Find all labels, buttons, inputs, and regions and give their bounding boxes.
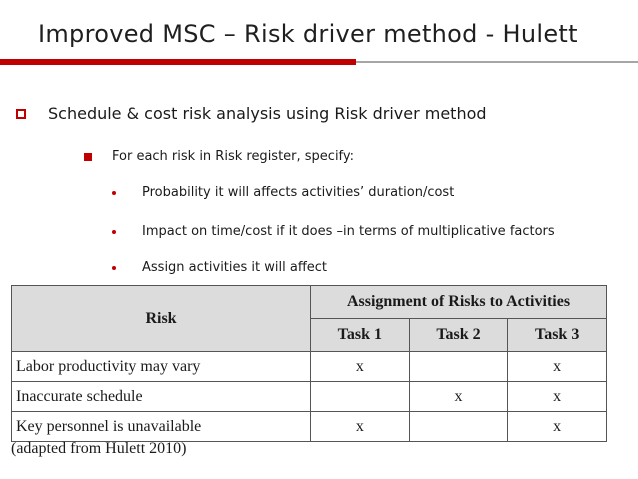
assignment-cell: x (409, 382, 508, 412)
bullet-level3-text: Impact on time/cost if it does –in terms of multiplicative factors (142, 224, 555, 239)
title-divider-line (356, 61, 638, 63)
dot-bullet-icon (112, 266, 116, 270)
task-column-header: Task 2 (409, 319, 508, 352)
bullet-level1 (16, 104, 487, 123)
title-accent-bar (0, 59, 356, 65)
dot-bullet-icon (112, 230, 116, 234)
assignment-group-header: Assignment of Risks to Activities (311, 286, 607, 319)
risk-assignment-table-wrapper (11, 285, 607, 442)
bullet-level2 (84, 149, 354, 164)
bullet-level1-text: Schedule & cost risk analysis using Risk driver method (48, 104, 487, 123)
source-citation: (adapted from Hulett 2010) (11, 440, 187, 457)
filled-square-bullet-icon (84, 153, 92, 161)
bullet-level3-text: Probability it will affects activities’ duration/cost (142, 185, 455, 200)
bullet-level2-text: For each risk in Risk register, specify: (112, 149, 355, 164)
assignment-cell: x (311, 412, 410, 442)
task-column-header: Task 3 (508, 319, 607, 352)
assignment-cell: x (508, 352, 607, 382)
dot-bullet-icon (112, 191, 116, 195)
table-row (12, 352, 607, 382)
assignment-cell (311, 382, 410, 412)
bullet-level3-text: Assign activities it will affect (142, 260, 328, 275)
table-row (12, 412, 607, 442)
bullet-level3 (112, 260, 327, 275)
task-column-header: Task 1 (311, 319, 410, 352)
risk-cell: Key personnel is unavailable (12, 412, 311, 442)
hollow-square-bullet-icon (16, 109, 26, 119)
bullet-level3 (112, 224, 555, 239)
slide-title: Improved MSC – Risk driver method - Hulett (38, 20, 578, 48)
risk-cell: Labor productivity may vary (12, 352, 311, 382)
assignment-cell: x (508, 412, 607, 442)
assignment-cell: x (508, 382, 607, 412)
risk-assignment-table (11, 285, 607, 442)
risk-column-header: Risk (12, 286, 311, 352)
assignment-cell (409, 412, 508, 442)
assignment-cell (409, 352, 508, 382)
table-row (12, 382, 607, 412)
assignment-cell: x (311, 352, 410, 382)
bullet-level3 (112, 185, 454, 200)
risk-cell: Inaccurate schedule (12, 382, 311, 412)
